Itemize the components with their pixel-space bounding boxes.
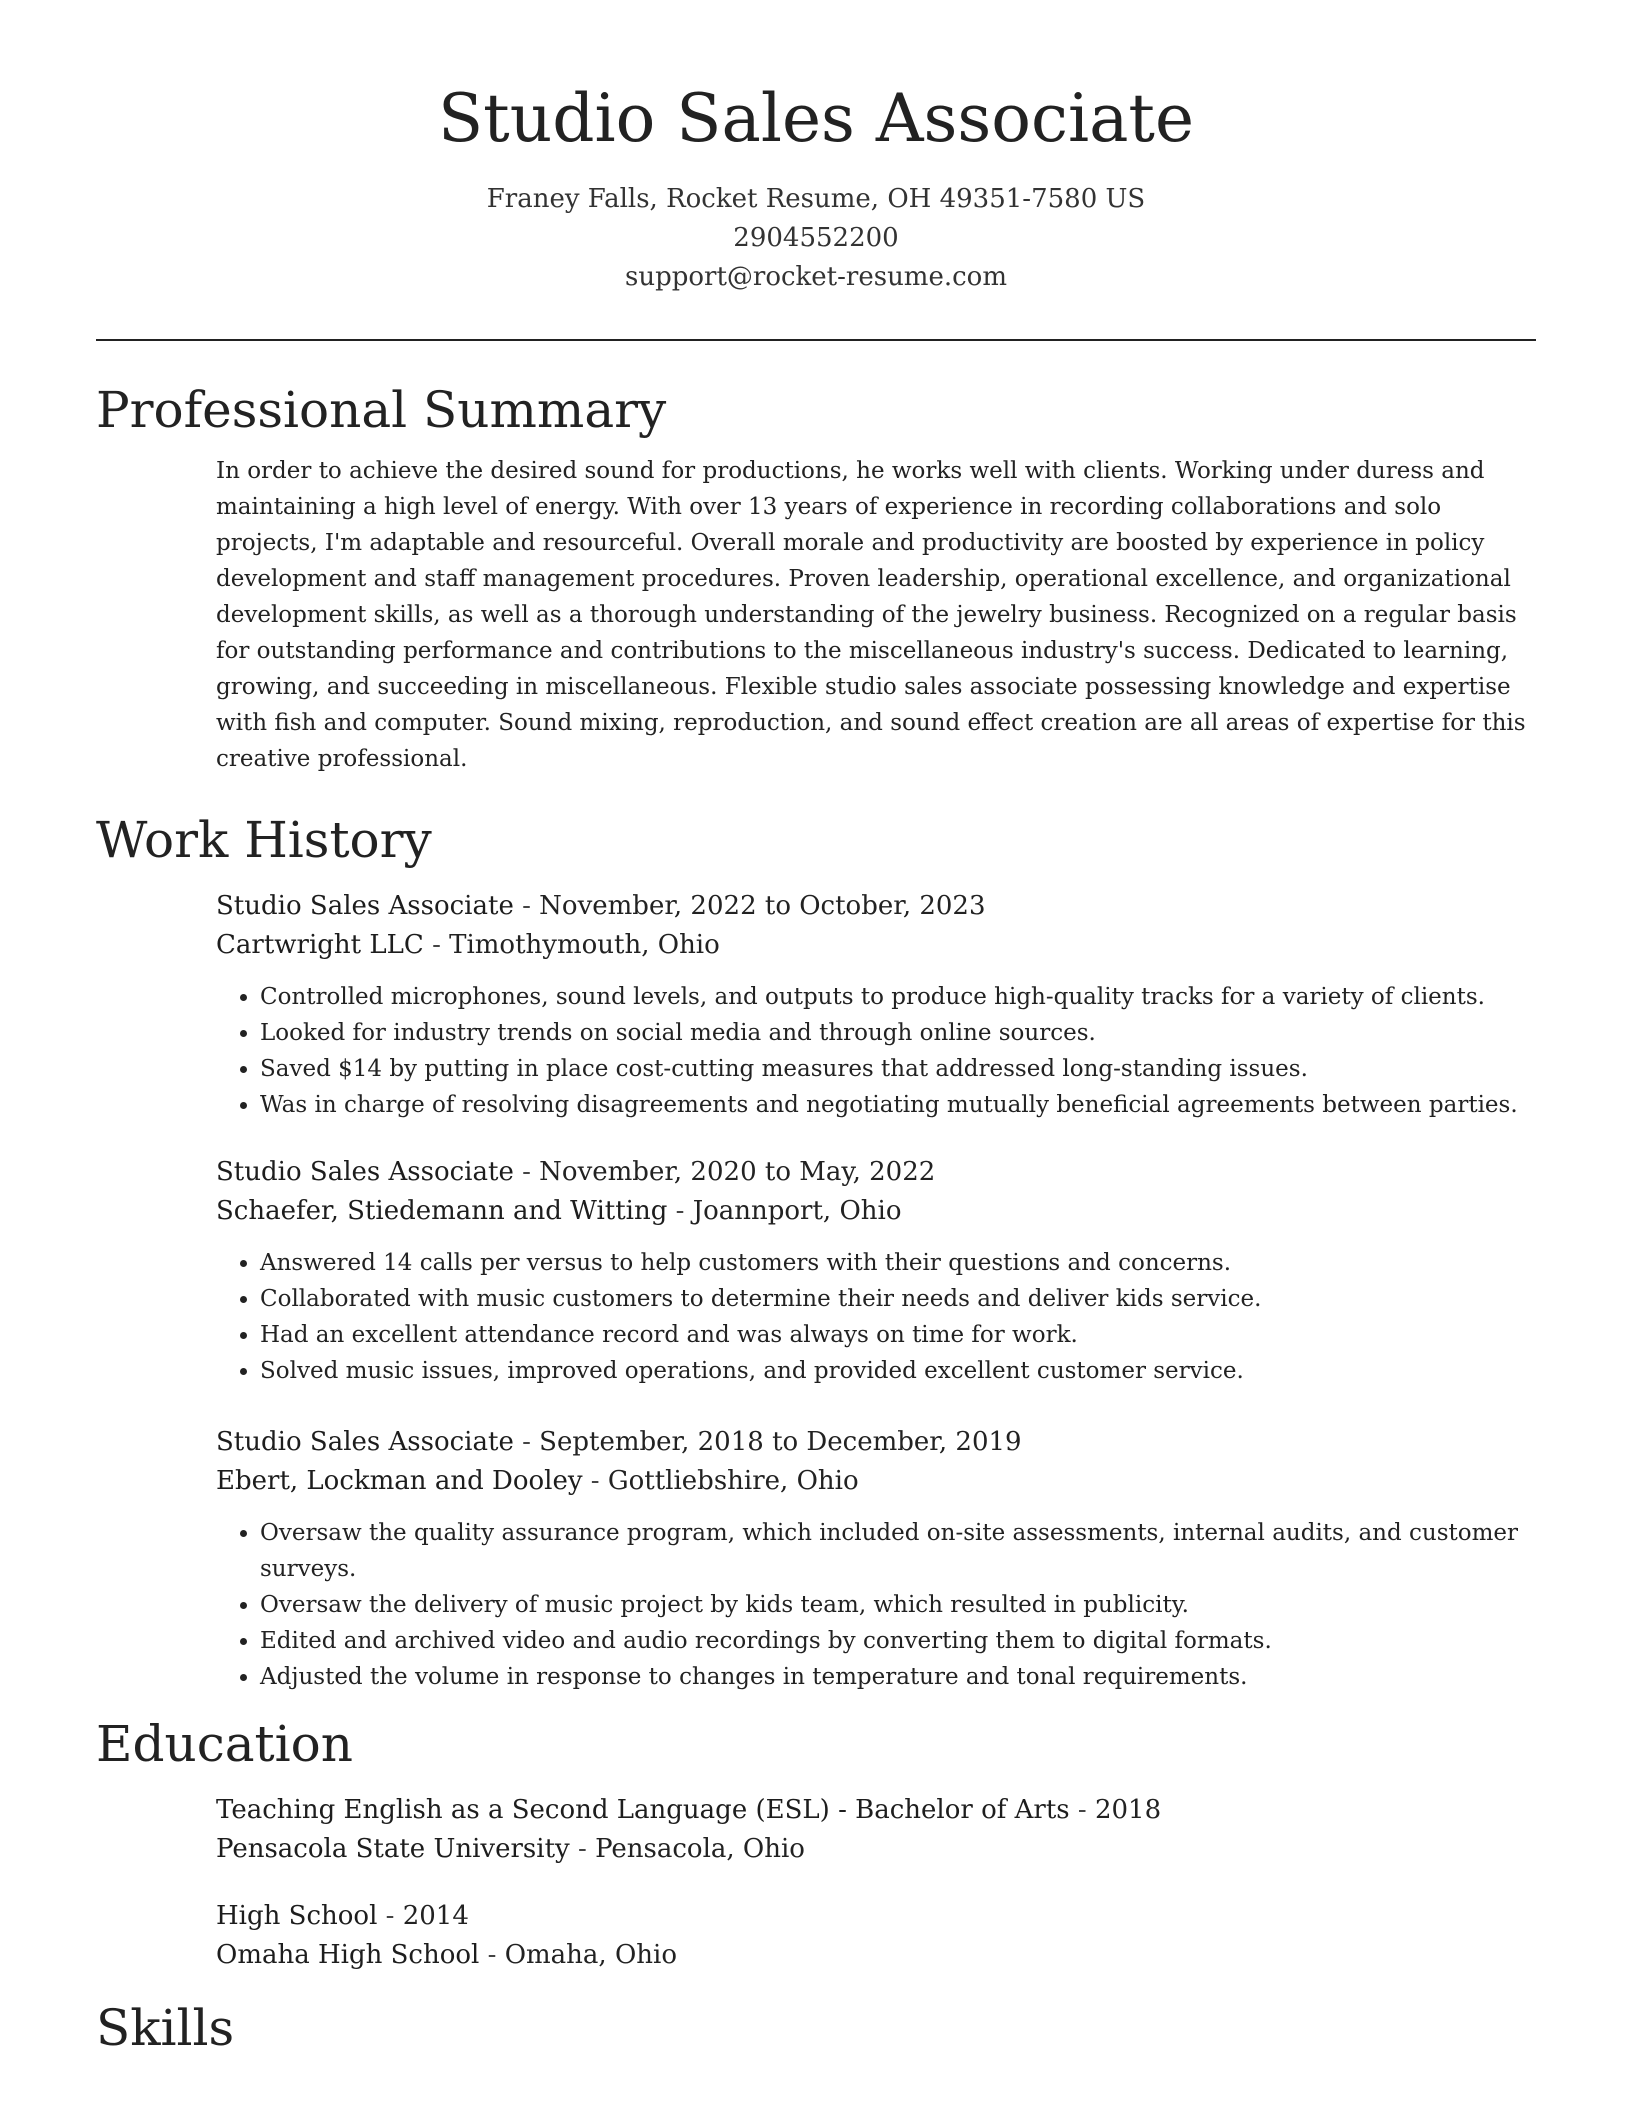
job-bullet-list xyxy=(216,979,1536,1123)
job-bullet: • Edited and archived video and audio recordings by converting them to digital formats. xyxy=(260,1623,1536,1659)
separator: - xyxy=(385,1901,403,1931)
separator: - xyxy=(522,1157,540,1187)
summary-section xyxy=(216,453,1536,777)
education-degree-line xyxy=(216,1897,1536,1936)
education-location: Pensacola, Ohio xyxy=(595,1834,805,1864)
job-bullet-list xyxy=(216,1515,1536,1695)
job-bullet: • Had an excellent attendance record and was always on time for work. xyxy=(260,1317,1536,1353)
job-bullet: • Solved music issues, improved operations, and provided excellent customer service. xyxy=(260,1353,1536,1389)
separator: - xyxy=(432,930,450,960)
separator: - xyxy=(522,891,540,921)
separator: - xyxy=(590,1466,608,1496)
separator: - xyxy=(578,1834,596,1864)
education-degree: Teaching English as a Second Language (ESL) - Bachelor of Arts xyxy=(216,1795,1070,1825)
job-bullet: • Answered 14 calls per versus to help customers with their questions and concerns. xyxy=(260,1245,1536,1281)
job-dates: November, 2022 to October, 2023 xyxy=(539,891,986,921)
job-entry xyxy=(216,1423,1536,1695)
job-location: Gottliebshire, Ohio xyxy=(607,1466,859,1496)
separator: - xyxy=(675,1196,693,1226)
education-section xyxy=(216,1791,1536,1975)
education-degree: High School xyxy=(216,1901,378,1931)
job-bullet: • Looked for industry trends on social media and through online sources. xyxy=(260,1015,1536,1051)
job-company: Cartwright LLC xyxy=(216,930,424,960)
section-title-education: Education xyxy=(96,1715,353,1773)
education-entry xyxy=(216,1791,1536,1869)
candidate-name: Studio Sales Associate xyxy=(437,80,1195,157)
job-company-line xyxy=(216,1192,1536,1231)
job-bullet: • Oversaw the quality assurance program, which included on-site assessments, internal audits, and customer surveys. xyxy=(260,1515,1536,1587)
job-bullet-list xyxy=(216,1245,1536,1389)
job-entry xyxy=(216,1153,1536,1389)
contact-block xyxy=(96,180,1536,297)
work-history-section xyxy=(216,887,1536,1695)
job-bullet: • Controlled microphones, sound levels, and outputs to produce high-quality tracks for a variety of clients. xyxy=(260,979,1536,1015)
education-degree-line xyxy=(216,1791,1536,1830)
address-line: Franey Falls, Rocket Resume, OH 49351-7580 US xyxy=(486,184,1146,214)
education-school: Omaha High School xyxy=(216,1940,480,1970)
separator: - xyxy=(522,1427,540,1457)
header-divider xyxy=(96,339,1536,341)
resume-header xyxy=(96,0,1536,297)
email-address[interactable]: support@rocket-resume.com xyxy=(624,262,1007,292)
job-company-line xyxy=(216,1462,1536,1501)
job-bullet: • Collaborated with music customers to determine their needs and deliver kids service. xyxy=(260,1281,1536,1317)
education-location: Omaha, Ohio xyxy=(504,1940,677,1970)
job-company: Ebert, Lockman and Dooley xyxy=(216,1466,583,1496)
separator: - xyxy=(487,1940,505,1970)
job-bullet: • Was in charge of resolving disagreements and negotiating mutually beneficial agreements between parties. xyxy=(260,1087,1536,1123)
summary-text: In order to achieve the desired sound for productions, he works well with clients. Working under duress and maintaining a high level of energy. With over 13 years of experience in recording collaborations and solo projects, I'm adaptable and resourceful. Overall morale and productivity are boosted by experience in policy development and staff management procedures. Proven leadership, operational excellence, and organizational development skills, as well as a thorough understanding of the jewelry business. Recognized on a regular basis for outstanding performance and contributions to the miscellaneous industry's success. Dedicated to learning, growing, and succeeding in miscellaneous. Flexible studio sales associate possessing knowledge and expertise with fish and computer. Sound mixing, reproduction, and sound effect creation are all areas of expertise for this creative professional. xyxy=(216,458,1526,772)
job-bullet: • Adjusted the volume in response to changes in temperature and tonal requirements. xyxy=(260,1659,1536,1695)
job-title: Studio Sales Associate xyxy=(216,1427,514,1457)
education-year: 2014 xyxy=(402,1901,469,1931)
education-school-line xyxy=(216,1936,1536,1975)
job-title: Studio Sales Associate xyxy=(216,891,514,921)
job-location: Timothymouth, Ohio xyxy=(449,930,720,960)
job-entry xyxy=(216,887,1536,1123)
education-entry xyxy=(216,1897,1536,1975)
job-title-line xyxy=(216,1153,1536,1192)
education-school: Pensacola State University xyxy=(216,1834,570,1864)
job-bullet: • Saved $14 by putting in place cost-cutting measures that addressed long-standing issues. xyxy=(260,1051,1536,1087)
job-company: Schaefer, Stiedemann and Witting xyxy=(216,1196,668,1226)
section-title-skills: Skills xyxy=(96,1999,235,2057)
job-dates: November, 2020 to May, 2022 xyxy=(539,1157,936,1187)
job-company-line xyxy=(216,926,1536,965)
job-title-line xyxy=(216,1423,1536,1462)
job-dates: September, 2018 to December, 2019 xyxy=(539,1427,1022,1457)
job-location: Joannport, Ohio xyxy=(692,1196,902,1226)
job-bullet: • Oversaw the delivery of music project by kids team, which resulted in publicity. xyxy=(260,1587,1536,1623)
separator: - xyxy=(1077,1795,1095,1825)
education-school-line xyxy=(216,1830,1536,1869)
job-title: Studio Sales Associate xyxy=(216,1157,514,1187)
phone-number: 2904552200 xyxy=(733,223,899,253)
section-title-work-history: Work History xyxy=(96,811,432,869)
education-year: 2018 xyxy=(1094,1795,1162,1825)
section-title-summary: Professional Summary xyxy=(96,381,667,439)
job-title-line xyxy=(216,887,1536,926)
resume-page xyxy=(96,0,1536,2112)
